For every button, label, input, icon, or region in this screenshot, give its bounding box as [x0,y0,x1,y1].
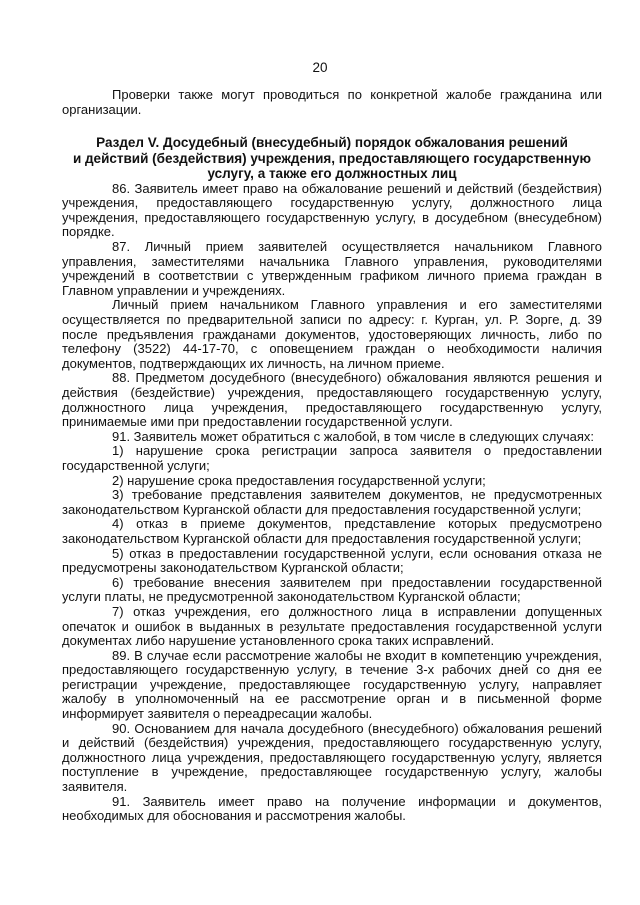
list-item-4: 4) отказ в приеме документов, представление которых предусмотрено законодательством Курганской области для предоставления государственной услуги; [62,516,602,546]
paragraph-87: 87. Личный прием заявителей осуществляется начальником Главного управления, заместителями начальника Главного управления, руководителями учреждений в соответствии с утвержденным графиком личного приема граждан в Главном управлении и учреждениях. [62,239,602,298]
list-item-1: 1) нарушение срока регистрации запроса заявителя о предоставлении государственной услуги; [62,443,602,473]
paragraph-88: 88. Предметом досудебного (внесудебного) обжалования являются решения и действия (бездействие) учреждения, предоставляющего государственную услугу, должностного лица учреждения, предоставляющего государственную услугу, принимаемые ими при предоставлении государственной услуги. [62,370,602,430]
document-body [62,88,602,824]
list-item-7: 7) отказ учреждения, его должностного лица в исправлении допущенных опечаток и ошибок в выданных в результате предоставления государственной услуги документах либо нарушение установленного срока таких исправлений. [62,603,602,649]
section-title-line-3: услугу, а также его должностных лиц [207,166,457,182]
paragraph-91-cases: 91. Заявитель может обратиться с жалобой, в том числе в следующих случаях: [112,428,594,444]
section-title-line-2: и действий (бездействия) учреждения, предоставляющего государственную [72,150,592,166]
paragraph-90: 90. Основанием для начала досудебного (внесудебного) обжалования решений и действий (бездействия) учреждения, предоставляющего государственную услугу, должностного лица учреждения, предоставляющего государственную услугу, является поступление в учреждение, предоставляющее государственную услугу, жалобы заявителя. [62,720,602,795]
paragraph-91-right: 91. Заявитель имеет право на получение информации и документов, необходимых для обоснования и рассмотрения жалобы. [62,793,602,824]
paragraph-personal-reception: Личный прием начальником Главного управления и его заместителями осуществляется по предварительной записи по адресу: г. Курган, ул. Р. Зорге, д. 39 после предъявления гражданами документов, удостоверяющих личность, либо по телефону (3522) 44-17-70, с оповещением граждан о необходимости наличия документов, подтверждающих их личность, на личном приеме. [62,297,602,371]
list-item-2: 2) нарушение срока предоставления государственной услуги; [112,472,486,488]
list-item-6: 6) требование внесения заявителем при предоставлении государственной услуги платы, не предусмотренной законодательством Курганской области; [62,574,602,605]
list-item-5: 5) отказ в предоставлении государственной услуги, если основания отказа не предусмотрены законодательством Курганской области; [62,545,602,576]
section-title [62,135,602,182]
list-item-3: 3) требование представления заявителем документов, не предусмотренных законодательством Курганской области для предоставления государственной услуги; [62,487,602,517]
paragraph-86: 86. Заявитель имеет право на обжалование решений и действий (бездействия) учреждения, предоставляющего государственную услугу, должностного лица учреждения, предоставляющего государственную услугу, в досудебном (внесудебном) порядке. [62,180,602,240]
intro-paragraph: Проверки также могут проводиться по конкретной жалобе гражданина или организации. [62,87,602,117]
paragraph-89: 89. В случае если рассмотрение жалобы не входит в компетенцию учреждения, предоставляющего государственную услугу, в течение 3-х рабочих дней со дня ее регистрации учреждение, предоставляющее государственную услугу, направляет жалобу в уполномоченный на ее рассмотрение орган и в письменной форме информирует заявителя о переадресации жалобы. [62,647,602,722]
page-number: 20 [312,60,328,75]
section-title-line-1: Раздел V. Досудебный (внесудебный) порядок обжалования решений [96,135,568,151]
